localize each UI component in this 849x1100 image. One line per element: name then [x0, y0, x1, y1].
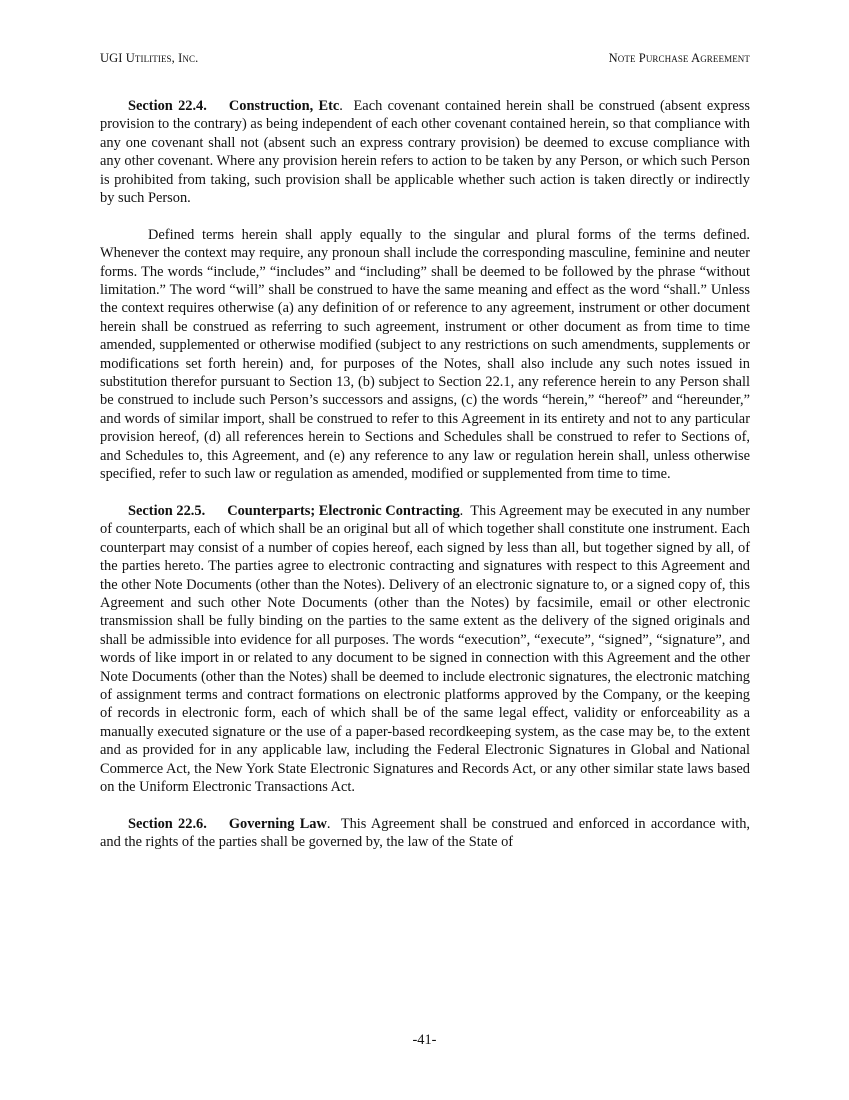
header-company-name: UGI Utilities, Inc.	[100, 51, 199, 65]
section-22-4: Section 22.4. Construction, Etc. Each covenant contained herein shall be construed (absent express provision to the contrary) as being independent of each other covenant contained herein, so that compliance with any one covenant shall not (absent such an express contrary provision) be deemed to excuse compliance with any other covenant. Where any provision herein refers to action to be taken by any Person, or which such Person is prohibited from taking, such provision shall be applicable whether such action is taken directly or indirectly by such Person.	[100, 98, 750, 207]
section-number: Section 22.5.	[128, 502, 206, 519]
section-number: Section 22.4.	[128, 98, 207, 114]
section-text: Each covenant contained herein shall be construed (absent express provision to the contrary) as being independent of each other covenant contained herein, so that compliance with any one covenant shall not (absent such an express contrary provision) be deemed to excuse compliance with any other covenant. Where any provision herein refers to action to be taken by any Person, or which such Person is prohibited from taking, such provision shall be applicable whether such action is taken directly or indirectly by such Person.	[100, 98, 750, 207]
document-body	[100, 97, 750, 870]
section-title: Governing Law	[228, 815, 327, 832]
defined-terms-paragraph	[100, 226, 750, 484]
section-title: Construction, Etc	[228, 98, 340, 114]
page-footer	[0, 1031, 849, 1049]
section-22-6: Section 22.6. Governing Law. This Agreement shall be construed and enforced in accordance with, and the rights of the parties shall be governed by, the law of the State of	[100, 815, 751, 851]
section-22-5: Section 22.5. Counterparts; Electronic Contracting. This Agreement may be executed in any number of counterparts, each of which shall be an original but all of which together shall constitute one instrument. Each counterpart may consist of a number of copies hereof, each signed by less than all, but together signed by all, of the parties hereto. The parties agree to electronic contracting and signatures with respect to this Agreement and the other Note Documents (other than the Notes). Delivery of an electronic signature to, or a signed copy of, this Agreement and such other Note Documents (other than the Notes) by facsimile, email or other electronic transmission shall be fully binding on the parties to the same extent as the delivery of the signed originals and shall be admissible into evidence for all purposes. The words “execution”, “execute”, “signed”, “signature”, and words of like import in or related to any document to be signed in connection with this Agreement and the other Note Documents (other than the Notes) shall be deemed to include electronic signatures, the electronic matching of assignment terms and contract formations on electronic platforms approved by the Company, or the keeping of records in electronic form, each of which shall be of the same legal effect, validity or enforceability as a manually executed signature or the use of a paper-based recordkeeping system, as the case may be, to the extent and as provided for in any applicable law, including the Federal Electronic Signatures in Global and National Commerce Act, the New York State Electronic Signatures and Records Act, or any other similar state laws based on the Uniform Electronic Transactions Act.	[100, 502, 750, 795]
paragraph-text: Defined terms herein shall apply equally to the singular and plural forms of the terms defined. Whenever the context may require, any pronoun shall include the corresponding masculine, feminine and neuter forms. The words “include,” “includes” and “including” shall be deemed to be followed by the phrase “without limitation.” The word “will” shall be construed to have the same meaning and effect as the word “shall.” Unless the context requires otherwise (a) any definition of or reference to any agreement, instrument or other document herein shall be construed as referring to such agreement, instrument or other document as from time to time amended, supplemented or otherwise modified (subject to any restrictions on such amendments, supplements or modifications set forth herein) and, for purposes of the Notes, shall also include any such notes issued in substitution therefor pursuant to Section 13, (b) subject to Section 22.1, any reference herein to any Person shall be construed to include such Person’s successors and assigns, (c) the words “herein,” “hereof” and “hereunder,” and words of similar import, shall be construed to refer to this Agreement in its entirety and not to any particular provision hereof, (d) all references herein to Sections and Schedules shall be construed to refer to Sections of, and Schedules to, this Agreement, and (e) any reference to any law or regulation herein shall, unless otherwise specified, refer to such law or regulation as amended, modified or supplemented from time to time.	[100, 226, 750, 483]
section-text: This Agreement may be executed in any number of counterparts, each of which shall be an original but all of which together shall constitute one instrument. Each counterpart may consist of a number of copies hereof, each signed by less than all, but together signed by all, of the parties hereto. The parties agree to electronic contracting and signatures with respect to this Agreement and the other Note Documents (other than the Notes). Delivery of an electronic signature to, or a signed copy of, this Agreement and such other Note Documents (other than the Notes) by facsimile, email or other electronic transmission shall be fully binding on the parties to the same extent as the delivery of the signed originals and shall be admissible into evidence for all purposes. The words “execution”, “execute”, “signed”, “signature”, and words of like import in or related to any document to be signed in connection with this Agreement and the other Note Documents (other than the Notes) shall be deemed to include electronic signatures, the electronic matching of assignment terms and contract formations on electronic platforms approved by the Company, or the keeping of records in electronic form, each of which shall be of the same legal effect, validity or enforceability as a manually executed signature or the use of a paper-based recordkeeping system, as the case may be, to the extent and as provided for in any applicable law, including the Federal Electronic Signatures in Global and National Commerce Act, the New York State Electronic Signatures and Records Act, or any other similar state laws based on the Uniform Electronic Transactions Act.	[100, 502, 750, 795]
section-title: Counterparts; Electronic Contracting	[227, 502, 460, 519]
section-text: This Agreement shall be construed and enforced in accordance with, and the rights of the parties shall be governed by, the law of the State of	[100, 815, 751, 851]
section-number: Section 22.6.	[128, 815, 207, 832]
header-document-title: Note Purchase Agreement	[608, 51, 750, 65]
page-number: -41-	[412, 1032, 437, 1048]
